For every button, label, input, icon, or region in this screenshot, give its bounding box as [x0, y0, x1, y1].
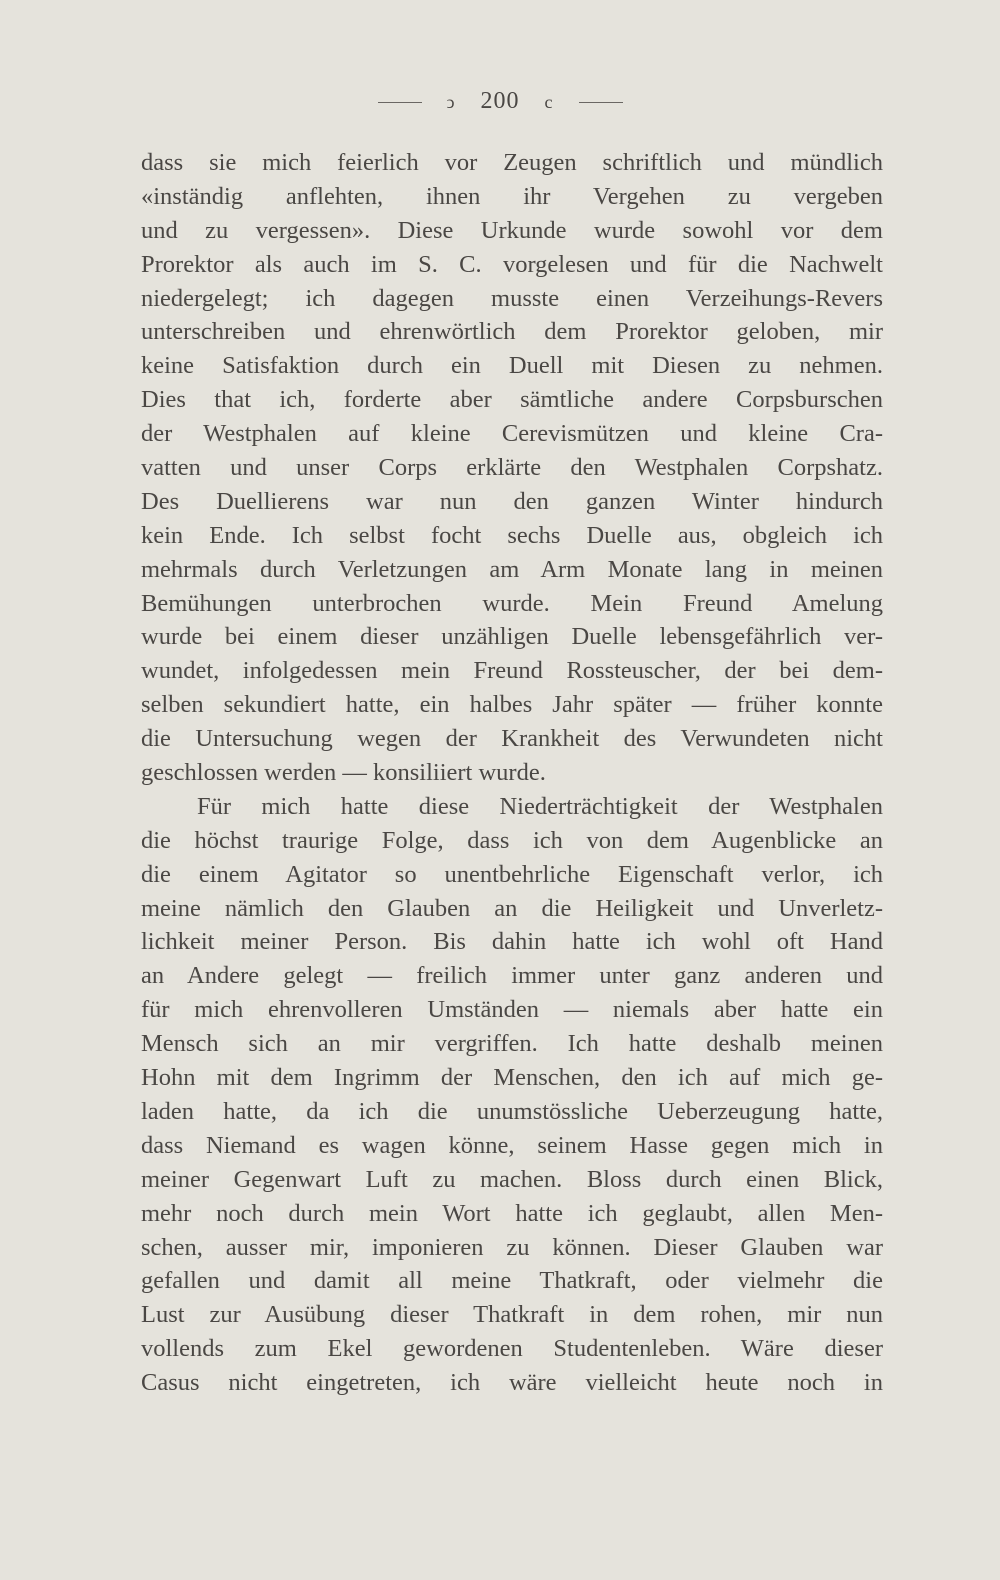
text-line: unterschreiben und ehrenwörtlich dem Prorektor geloben, mir — [141, 318, 883, 346]
text-line: kein Ende. Ich selbst focht sechs Duelle aus, obgleich ich — [141, 521, 883, 549]
page-number: 200 — [480, 88, 520, 114]
text-line: die höchst traurige Folge, dass ich von dem Augenblicke an — [141, 826, 883, 854]
text-line: meine nämlich den Glauben an die Heiligkeit und Unverletz- — [141, 894, 883, 922]
text-line: für mich ehrenvolleren Umständen — niemals aber hatte ein — [141, 996, 883, 1024]
text-line: schen, ausser mir, imponieren zu können. Dieser Glauben war — [141, 1233, 883, 1261]
text-line: dass sie mich feierlich vor Zeugen schriftlich und mündlich — [141, 149, 883, 176]
text-line: die einem Agitator so unentbehrliche Eigenschaft verlor, ich — [141, 860, 883, 888]
text-line: vatten und unser Corps erklärte den Westphalen Corpshatz. — [141, 454, 883, 482]
text-line: und zu vergessen». Diese Urkunde wurde sowohl vor dem — [141, 216, 883, 244]
body-text — [141, 146, 883, 1400]
text-line: «inständig anflehten, ihnen ihr Vergehen zu vergeben — [141, 182, 883, 210]
header-ornament-right: c — [544, 91, 554, 112]
running-header — [0, 88, 1000, 115]
text-line: meiner Gegenwart Luft zu machen. Bloss durch einen Blick, — [141, 1165, 883, 1193]
text-line: wurde bei einem dieser unzähligen Duelle lebensgefährlich ver- — [141, 623, 883, 651]
text-line: Prorektor als auch im S. C. vorgelesen und für die Nachwelt — [141, 250, 883, 278]
text-line: Für mich hatte diese Niederträchtigkeit der Westphalen — [197, 792, 883, 820]
text-line: keine Satisfaktion durch ein Duell mit Diesen zu nehmen. — [141, 352, 883, 380]
text-line: Bemühungen unterbrochen wurde. Mein Freund Amelung — [141, 589, 883, 617]
text-line: selben sekundiert hatte, ein halbes Jahr später — früher konnte — [141, 691, 883, 719]
text-line: mehrmals durch Verletzungen am Arm Monate lang in meinen — [141, 555, 883, 583]
text-line: der Westphalen auf kleine Cerevismützen und kleine Cra- — [141, 420, 883, 448]
header-rule-left — [378, 102, 422, 103]
text-line: Des Duellierens war nun den ganzen Winter hindurch — [141, 487, 883, 515]
text-line: Dies that ich, forderte aber sämtliche andere Corpsburschen — [141, 386, 883, 414]
text-line: vollends zum Ekel gewordenen Studentenleben. Wäre dieser — [141, 1335, 883, 1363]
text-line: Hohn mit dem Ingrimm der Menschen, den ich auf mich ge- — [141, 1064, 883, 1092]
header-rule-right — [579, 102, 623, 103]
text-line: lichkeit meiner Person. Bis dahin hatte ich wohl oft Hand — [141, 928, 883, 956]
text-line: niedergelegt; ich dagegen musste einen Verzeihungs-Revers — [141, 284, 883, 312]
text-line: die Untersuchung wegen der Krankheit des Verwundeten nicht — [141, 725, 883, 753]
header-ornament-left: ↄ — [446, 91, 456, 112]
text-line: Lust zur Ausübung dieser Thatkraft in dem rohen, mir nun — [141, 1301, 883, 1329]
text-line: Casus nicht eingetreten, ich wäre vielleicht heute noch in — [141, 1369, 883, 1397]
text-line: geschlossen werden — konsiliiert wurde. — [141, 759, 546, 787]
text-line: Mensch sich an mir vergriffen. Ich hatte deshalb meinen — [141, 1030, 883, 1058]
text-line: an Andere gelegt — freilich immer unter ganz anderen und — [141, 962, 883, 990]
text-line: wundet, infolgedessen mein Freund Rossteuscher, der bei dem- — [141, 657, 883, 685]
text-line: laden hatte, da ich die unumstössliche Ueberzeugung hatte, — [141, 1097, 883, 1125]
text-line: gefallen und damit all meine Thatkraft, oder vielmehr die — [141, 1267, 883, 1295]
text-line: mehr noch durch mein Wort hatte ich geglaubt, allen Men- — [141, 1199, 883, 1227]
text-line: dass Niemand es wagen könne, seinem Hasse gegen mich in — [141, 1131, 883, 1159]
